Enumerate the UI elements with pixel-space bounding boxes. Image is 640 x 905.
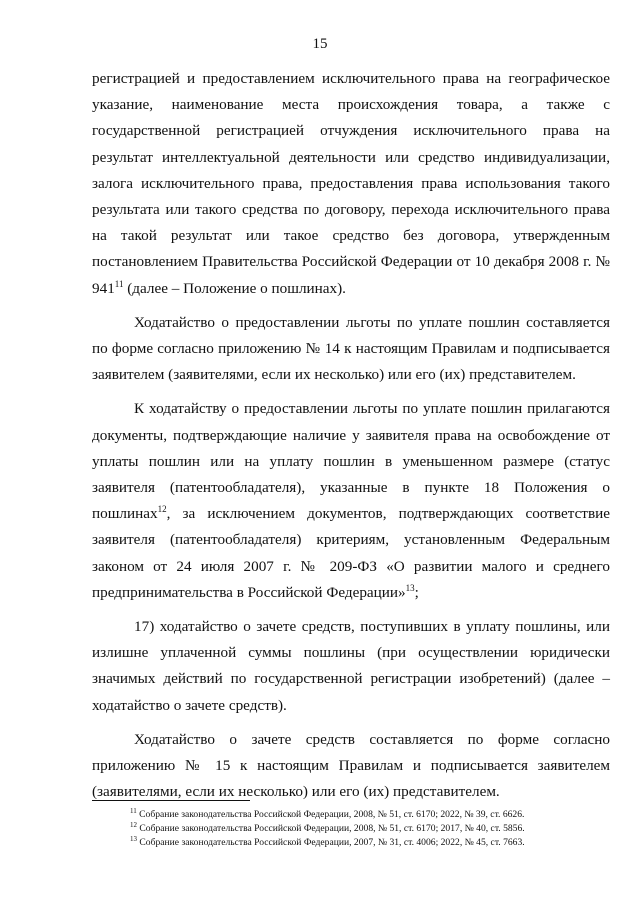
footnote-ref-12[interactable]: 12: [157, 504, 167, 515]
paragraph-tail: ;: [414, 583, 419, 601]
footnote-12: [130, 822, 620, 836]
paragraph-text: регистрацией и предоставлением исключительного права на географическое указание, наименование места происхождения товара, а также с государственной регистрацией отчуждения исключительного права на результат интеллектуальной деятельности или средство индивидуализации, залога исключительного права, предоставления права использования такого результата или такого средства по договору, перехода исключительного права на такой результат или такое средство без договора, утвержденным постановлением Правительства Российской Федерации от 10 декабря 2008 г. № 941: [92, 70, 610, 297]
paragraph-offset-petition: Ходатайство о зачете средств составляется по форме согласно приложению № 15 к настоящим Правилам и подписывается заявителем (заявителями, если их несколько) или его (их) представителем.: [92, 730, 610, 801]
footnote-number: 11: [130, 806, 137, 815]
footnote-ref-11[interactable]: 11: [114, 278, 124, 289]
paragraph-petition-form: Ходатайство о предоставлении льготы по уплате пошлин составляется по форме согласно приложению № 14 к настоящим Правилам и подписывается заявителем (заявителями, если их несколько) или его (их) представителем.: [92, 313, 610, 384]
paragraph-text: К ходатайству о предоставлении льготы по уплате пошлин прилагаются документы, подтверждающие наличие у заявителя права на освобождение от уплаты пошлин или на уплату пошлин в уменьшенном размере (статус заявителя (патентообладателя), указанные в пункте 18 Положения о пошлинах: [92, 400, 610, 523]
page-number: 15: [312, 36, 328, 52]
footnote-13: [130, 836, 620, 850]
footnote-text: Собрание законодательства Российской Федерации, 2008, № 51, ст. 6170; 2017, № 40, ст. 5856.: [137, 823, 525, 834]
footnote-text: Собрание законодательства Российской Федерации, 2008, № 51, ст. 6170; 2022, № 39, ст. 6626.: [136, 809, 525, 820]
footnote-text: Собрание законодательства Российской Федерации, 2007, № 31, ст. 4006; 2022, № 45, ст. 7663.: [137, 837, 525, 848]
footnote-number: 13: [130, 834, 137, 843]
paragraph-item-17: 17) ходатайство о зачете средств, поступивших в уплату пошлины, или излишне уплаченной суммы пошлины (при осуществлении юридически значимых действий по государственной регистрации изобретений) (далее – ходатайство о зачете средств).: [92, 618, 610, 714]
paragraph-text: , за исключением документов, подтверждающих соответствие заявителя (патентообладателя) критериям, установленным Федеральным законом от 24 июля 2007 г. № 209-ФЗ «О развитии малого и среднего предпринимательства в Российской Федерации»: [92, 505, 610, 601]
footnote-11: [130, 808, 620, 822]
footnote-separator: [92, 800, 250, 801]
footnote-number: 12: [130, 820, 137, 829]
body-text: [92, 66, 610, 805]
paragraph-tail: (далее – Положение о пошлинах).: [123, 279, 346, 297]
paragraph-attached-documents: [92, 396, 610, 606]
footnotes: [130, 808, 620, 850]
paragraph-continuation: [92, 66, 610, 302]
footnote-ref-13[interactable]: 13: [405, 582, 415, 593]
